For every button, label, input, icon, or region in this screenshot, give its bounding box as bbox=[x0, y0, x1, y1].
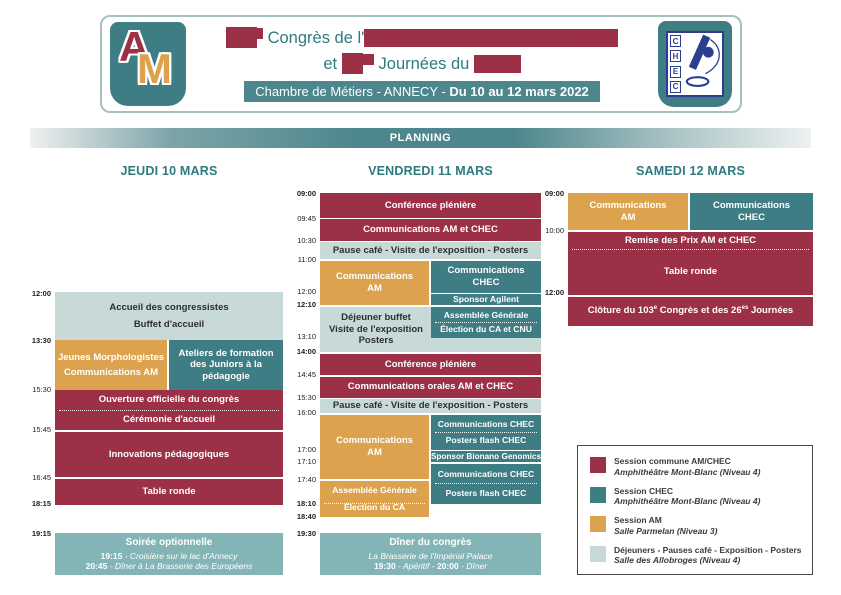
event-sponsor-bionano: Sponsor Bionano Genomics bbox=[430, 451, 542, 461]
time-label: 18:15 bbox=[31, 499, 51, 508]
event-dejeuner-buffet: Déjeuner buffet Visite de l'exposition Posters bbox=[329, 312, 423, 346]
event-sponsor-agilent: Sponsor Agilent bbox=[431, 294, 541, 305]
time-label: 15:45 bbox=[32, 425, 51, 434]
venue-date-band: Chambre de Métiers - ANNECY - Du 10 au 12 mars 2022 bbox=[244, 81, 600, 102]
planning-banner bbox=[30, 128, 811, 148]
time-label: 14:00 bbox=[296, 347, 316, 356]
dotted-separator bbox=[572, 249, 809, 250]
time-label: 13:30 bbox=[31, 336, 51, 345]
legend-swatch-pale bbox=[590, 546, 606, 562]
am-logo bbox=[110, 22, 186, 106]
dotted-separator bbox=[435, 432, 537, 433]
event-communications-am-matin: Communications AM bbox=[320, 261, 429, 306]
chec-letter: E bbox=[670, 66, 681, 78]
time-label: 17:40 bbox=[297, 475, 316, 484]
title-line-2: et $26^{es}$ Journées du CHEC bbox=[323, 52, 521, 74]
time-label: 12:00 bbox=[297, 287, 316, 296]
event-ouverture-officielle: Ouverture officielle du congrès bbox=[55, 390, 283, 410]
time-label: 12:00 bbox=[544, 288, 564, 297]
event-communications-chec-samedi: Communications CHEC bbox=[690, 193, 813, 230]
event-accueil-congressistes: Accueil des congressistes Buffet d'accueil bbox=[55, 292, 283, 340]
chec-logo-art bbox=[681, 33, 722, 93]
time-label: 12:00 bbox=[31, 289, 51, 298]
time-label: 17:10 bbox=[297, 457, 316, 466]
legend-swatch-orange bbox=[590, 516, 606, 532]
event-table-ronde-jeudi: Table ronde bbox=[55, 479, 283, 506]
time-label: 15:30 bbox=[297, 393, 316, 402]
event-innovations-pedagogiques: Innovations pédagogiques bbox=[55, 432, 283, 477]
chec-logo bbox=[658, 21, 732, 107]
event-conference-pleniere-matin: Conférence plénière bbox=[320, 193, 541, 218]
legend-item-session-chec: Session CHEC Amphithéâtre Mont-Blanc (Niveau 4) bbox=[590, 486, 804, 507]
event-ceremonie-accueil: Cérémonie d'accueil bbox=[55, 410, 283, 431]
event-communications-am-samedi: Communications AM bbox=[568, 193, 688, 230]
legend-swatch-red bbox=[590, 457, 606, 473]
time-label: 13:10 bbox=[297, 332, 316, 341]
header-card bbox=[100, 15, 742, 113]
dotted-separator bbox=[435, 483, 537, 484]
dotted-separator bbox=[59, 410, 279, 411]
event-communications-chec-matin: Communications CHEC bbox=[431, 261, 541, 293]
time-label: 09:00 bbox=[544, 189, 564, 198]
event-communications-am-et-chec: Communications AM et CHEC bbox=[320, 219, 541, 241]
event-ag-chec: Assemblée Générale Élection du CA et CNU bbox=[431, 307, 541, 338]
event-jeunes-morphologistes: Jeunes Morphologistes Communications AM bbox=[55, 340, 167, 390]
time-label: 16:45 bbox=[32, 473, 51, 482]
time-label: 19:15 bbox=[31, 529, 51, 538]
legend-item-session-commune: Session commune AM/CHEC Amphithéâtre Mont-Blanc (Niveau 4) bbox=[590, 456, 804, 477]
event-conference-pleniere-aprem: Conférence plénière bbox=[320, 354, 541, 376]
chec-letter: C bbox=[670, 35, 681, 47]
time-label: 10:30 bbox=[297, 236, 316, 245]
event-table-ronde-samedi: Table ronde bbox=[568, 249, 813, 295]
time-label: 17:00 bbox=[297, 445, 316, 454]
am-logo-letter-a: A bbox=[119, 23, 150, 70]
legend-item-session-am: Session AM Salle Parmelan (Niveau 3) bbox=[590, 515, 804, 536]
event-soiree-optionnelle: Soirée optionnelle 19:15 - Croisière sur le lac d'Annecy 20:45 - Dîner à La Brasserie des Européens bbox=[55, 533, 283, 575]
day-header-friday: VENDREDI 11 MARS bbox=[368, 164, 493, 178]
legend-item-pauses: Déjeuners - Pauses café - Exposition - Posters Salle des Allobroges (Niveau 4) bbox=[590, 545, 804, 566]
event-diner-du-congres: Dîner du congrès La Brasserie de l'Impérial Palace 19:30 - Apéritif - 20:00 - Dîner bbox=[320, 533, 541, 575]
event-chec-posters-2: Communications CHEC Posters flash CHEC bbox=[431, 464, 541, 505]
time-label: 09:00 bbox=[296, 189, 316, 198]
event-pause-cafe-matin: Pause café - Visite de l'exposition - Posters bbox=[320, 242, 541, 259]
time-label: 11:00 bbox=[297, 255, 316, 264]
event-cloture-congres: Clôture du 103e Congrès et des $26^{es}$ Journées bbox=[568, 297, 813, 327]
event-pause-cafe-aprem: Pause café - Visite de l'exposition - Posters bbox=[320, 399, 541, 413]
planning-label: PLANNING bbox=[389, 132, 452, 144]
dotted-separator bbox=[324, 503, 425, 504]
time-label: 12:10 bbox=[296, 300, 316, 309]
legend-swatch-teal bbox=[590, 487, 606, 503]
event-communications-orales: Communications orales AM et CHEC bbox=[320, 377, 541, 398]
am-logo-letter-m: M bbox=[137, 45, 172, 92]
event-ag-am: Assemblée Générale Élection du CA bbox=[320, 481, 429, 518]
event-ateliers-formation: Ateliers de formation des Juniors à la pédagogie bbox=[169, 340, 283, 390]
event-chec-posters-1: Communications CHEC Posters flash CHEC bbox=[431, 415, 541, 450]
title-line-1: 103e Congrès de l'Association des Morphologistes bbox=[225, 26, 619, 48]
time-label: 16:00 bbox=[297, 408, 316, 417]
day-header-saturday: SAMEDI 12 MARS bbox=[635, 164, 746, 178]
legend bbox=[577, 445, 813, 575]
time-label: 09:45 bbox=[297, 214, 316, 223]
chec-letter: H bbox=[670, 50, 681, 62]
time-label: 19:30 bbox=[296, 529, 316, 538]
event-remise-des-prix: Remise des Prix AM et CHEC bbox=[568, 232, 813, 250]
dotted-separator bbox=[435, 322, 537, 323]
time-label: 15:30 bbox=[32, 385, 51, 394]
time-label: 18:10 bbox=[296, 499, 316, 508]
time-label: 14:45 bbox=[297, 370, 316, 379]
time-label: 18:40 bbox=[296, 512, 316, 521]
time-label: 10:00 bbox=[545, 226, 564, 235]
day-header-thursday: JEUDI 10 MARS bbox=[120, 164, 218, 178]
header-title-wrap bbox=[186, 26, 658, 103]
chec-letter: C bbox=[670, 81, 681, 93]
event-communications-am-aprem: Communications AM bbox=[320, 415, 429, 480]
